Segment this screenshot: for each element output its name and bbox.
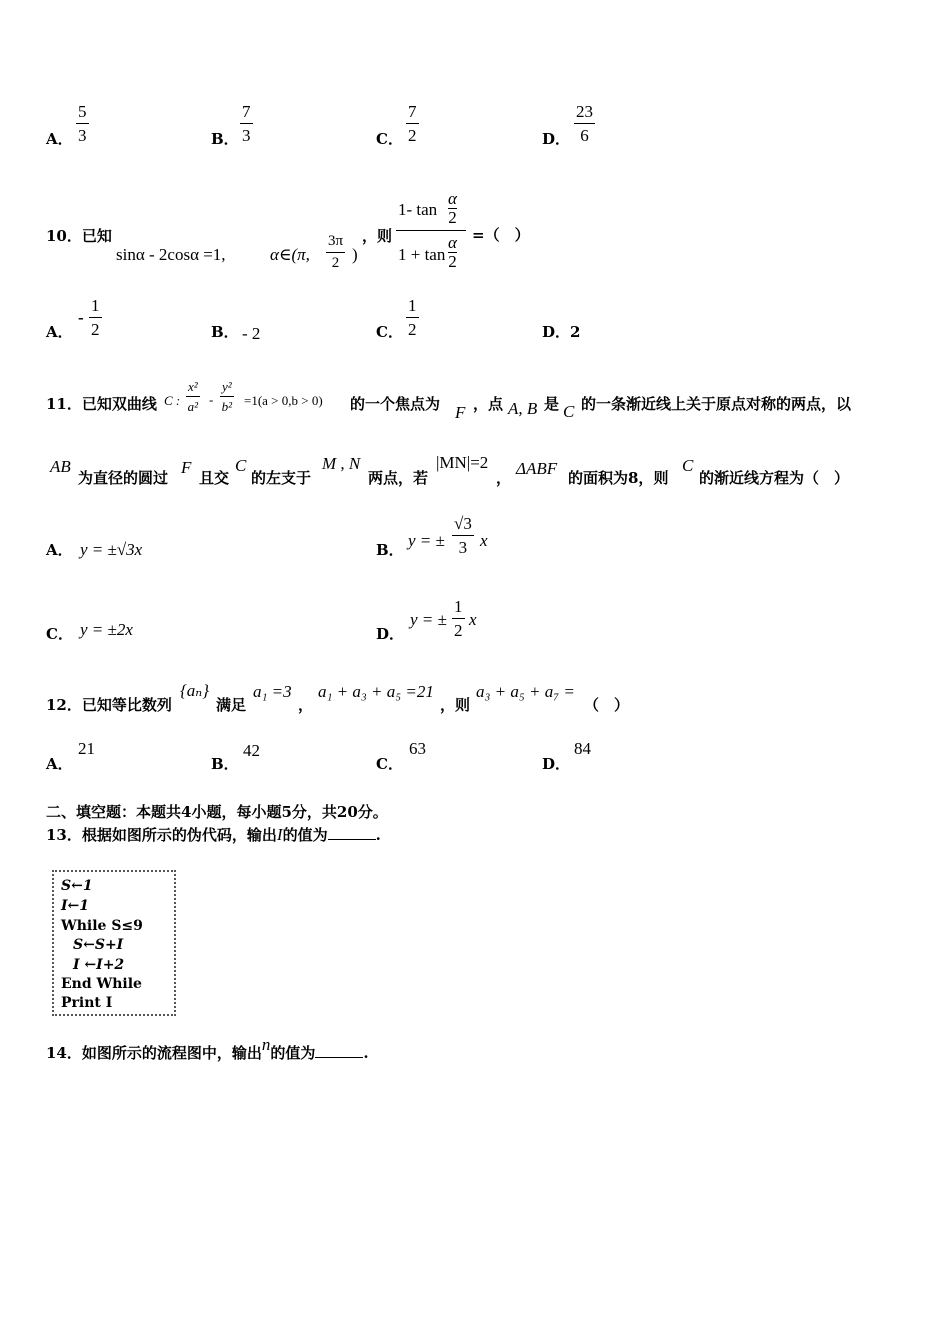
q10-option-c-label: C．	[376, 323, 403, 341]
q10-range-fraction	[326, 234, 345, 271]
q10-expr-den-two: 2	[448, 252, 457, 271]
q12-option-a: 21	[78, 739, 95, 758]
q9-option-d-label: D．	[542, 130, 571, 148]
q13-answer-blank[interactable]	[328, 827, 376, 840]
q9-option-b-fraction	[240, 103, 253, 144]
q11-x-fraction	[186, 380, 200, 413]
q11-prefix: 11．已知双曲线	[46, 395, 157, 413]
fraction-denominator: 3	[242, 126, 251, 145]
q11-y-fraction	[220, 380, 234, 413]
q11-option-b-fraction	[452, 515, 474, 556]
q10-then: ，则	[362, 227, 393, 245]
fraction-denominator: 3	[458, 538, 468, 557]
code-line: While S≤9	[61, 918, 143, 934]
q12-option-a-label: A．	[46, 755, 73, 773]
q11-text10: 的渐近线方程为（ ）	[699, 469, 850, 487]
fraction-denominator: 2	[91, 320, 100, 339]
fraction-numerator: x²	[186, 380, 200, 397]
pseudocode-box	[52, 870, 176, 1016]
q10-option-b-value: - 2	[242, 324, 261, 343]
fraction-denominator: 2	[331, 255, 340, 271]
code-line: Print I	[61, 995, 113, 1011]
q11-condition: =1(a > 0,b > 0)	[244, 393, 323, 408]
q12-sequence: {aₙ}	[180, 681, 209, 700]
q11-option-a-label: A．	[46, 541, 73, 559]
q11-option-c-label: C．	[46, 625, 73, 643]
q12-tail: （ ）	[584, 696, 630, 714]
q14-end: .	[363, 1044, 369, 1062]
q9-option-d-fraction	[574, 103, 595, 144]
q11-f2: F	[181, 458, 192, 477]
q10-expr-num-alpha: α	[448, 189, 457, 208]
q12-text2: ，则	[440, 696, 471, 714]
q9-option-a-label: A．	[46, 130, 73, 148]
q11-comma: ，	[496, 469, 512, 487]
q11-option-b-left: y = ±	[408, 531, 445, 550]
q11-option-a: y = ±√3x	[80, 540, 143, 559]
q11-c2: C	[235, 456, 247, 475]
fraction-denominator: b²	[221, 399, 233, 414]
q11-minus: -	[209, 392, 214, 407]
q13-variable: I	[276, 825, 283, 844]
q9-option-c-fraction	[406, 103, 419, 144]
q11-option-c: y = ±2x	[80, 620, 133, 639]
q12-sum1: a₁ + a₃ + a₅ =21	[318, 682, 434, 701]
q12-option-c-label: C．	[376, 755, 403, 773]
q14-variable: n	[261, 1035, 271, 1054]
q11-option-d-label: D．	[376, 625, 405, 643]
q11-f: F	[455, 403, 466, 422]
q10-option-a-fraction	[89, 297, 102, 338]
code-line: End While	[61, 976, 142, 992]
q11-option-d-left: y = ±	[410, 610, 447, 629]
q10-option-d: D．2	[542, 323, 581, 341]
q11-option-d-fraction	[452, 598, 465, 639]
q14-suffix: 的值为	[270, 1044, 316, 1062]
q11-option-b-label: B．	[376, 541, 404, 559]
fraction-denominator: 2	[454, 621, 463, 640]
fraction-denominator: a²	[187, 399, 199, 414]
q11-triangle: ΔABF	[516, 459, 558, 478]
q12-option-b: 42	[243, 741, 260, 760]
fraction-numerator: y²	[220, 380, 234, 397]
fraction-numerator: 3π	[326, 234, 345, 253]
q14-prefix: 14．如图所示的流程图中，输出	[46, 1044, 262, 1062]
q9-option-c-label: C．	[376, 130, 403, 148]
q11-c: C	[563, 402, 575, 421]
q12-option-d-label: D．	[542, 755, 571, 773]
fraction-numerator: 23	[574, 103, 595, 124]
q11-text7: 的左支于	[251, 469, 312, 487]
q11-text4: 的一条渐近线上关于原点对称的两点，以	[581, 395, 852, 413]
q11-c3: C	[682, 456, 694, 475]
fraction-denominator: 2	[408, 320, 417, 339]
fraction-numerator: 7	[240, 103, 253, 124]
fraction-numerator: 1	[406, 297, 419, 318]
code-line: I←1	[61, 898, 90, 914]
code-line: I ←I+2	[73, 957, 125, 973]
q10-expr-den-left: 1 + tan	[398, 245, 446, 264]
q12-prefix: 12．已知等比数列	[46, 696, 172, 714]
q12-option-b-label: B．	[211, 755, 239, 773]
q11-text5: 为直径的圆过	[78, 469, 169, 487]
q10-tail: =（ ）	[472, 226, 530, 244]
q10-range-right: )	[352, 245, 358, 264]
q12-sum2: a₃ + a₅ + a₇ =	[476, 682, 575, 701]
q12-option-c: 63	[409, 739, 426, 758]
q14-answer-blank[interactable]	[315, 1045, 363, 1058]
fraction-numerator: 1	[89, 297, 102, 318]
q11-option-d-right: x	[469, 610, 477, 629]
q10-expr-num-left: 1- tan	[398, 200, 438, 219]
q11-text2: ，点	[473, 395, 504, 413]
q11-text1: 的一个焦点为	[350, 395, 441, 413]
q11-text9: 的面积为8，则	[568, 469, 669, 487]
fraction-numerator: 1	[452, 598, 465, 619]
q10-option-b-label: B．	[211, 323, 239, 341]
code-line: S←1	[61, 878, 93, 894]
q9-option-b-label: B．	[211, 130, 239, 148]
q12-option-d: 84	[574, 739, 591, 758]
q10-condition: sinα - 2cosα =1,	[116, 245, 226, 264]
q10-option-a-sign: -	[78, 308, 84, 327]
q11-ab-points: A, B	[508, 399, 538, 418]
q11-text6: 且交	[199, 469, 230, 487]
q9-option-a-fraction	[76, 103, 89, 144]
q13-prompt	[46, 824, 381, 845]
q12-text1: 满足	[216, 696, 247, 714]
q10-range-left: α∈(π,	[270, 245, 310, 264]
q11-c-colon: C :	[164, 393, 181, 408]
q10-expr-num-two: 2	[448, 208, 457, 227]
q13-prefix: 13．根据如图所示的伪代码，输出	[46, 826, 277, 844]
q11-mn: M , N	[322, 454, 361, 473]
q11-option-b-right: x	[480, 531, 488, 550]
fraction-denominator: 2	[408, 126, 417, 145]
q11-mn-equation: |MN|=2	[436, 453, 489, 472]
code-line: S←S+I	[73, 937, 124, 953]
section-heading: 二、填空题：本题共4小题，每小题5分，共20分。	[46, 803, 388, 821]
q12-comma: ，	[298, 696, 314, 714]
q10-prefix: 10．已知	[46, 227, 112, 245]
fraction-denominator: 6	[580, 126, 589, 145]
q14-prompt	[46, 1035, 369, 1063]
fraction-numerator: 7	[406, 103, 419, 124]
q11-ab: AB	[50, 457, 71, 476]
q10-expr-den-alpha: α	[448, 233, 457, 252]
q10-option-a-label: A．	[46, 323, 73, 341]
q10-option-c-fraction	[406, 297, 419, 338]
fraction-denominator: 3	[78, 126, 87, 145]
fraction-numerator: √3	[452, 515, 474, 536]
fraction-numerator: 5	[76, 103, 89, 124]
q11-text8: 两点，若	[368, 469, 429, 487]
q13-suffix: 的值为	[282, 826, 328, 844]
q12-a1: a₁ =3	[253, 682, 292, 701]
q13-end: .	[375, 826, 381, 844]
q11-text3: 是	[544, 395, 560, 413]
